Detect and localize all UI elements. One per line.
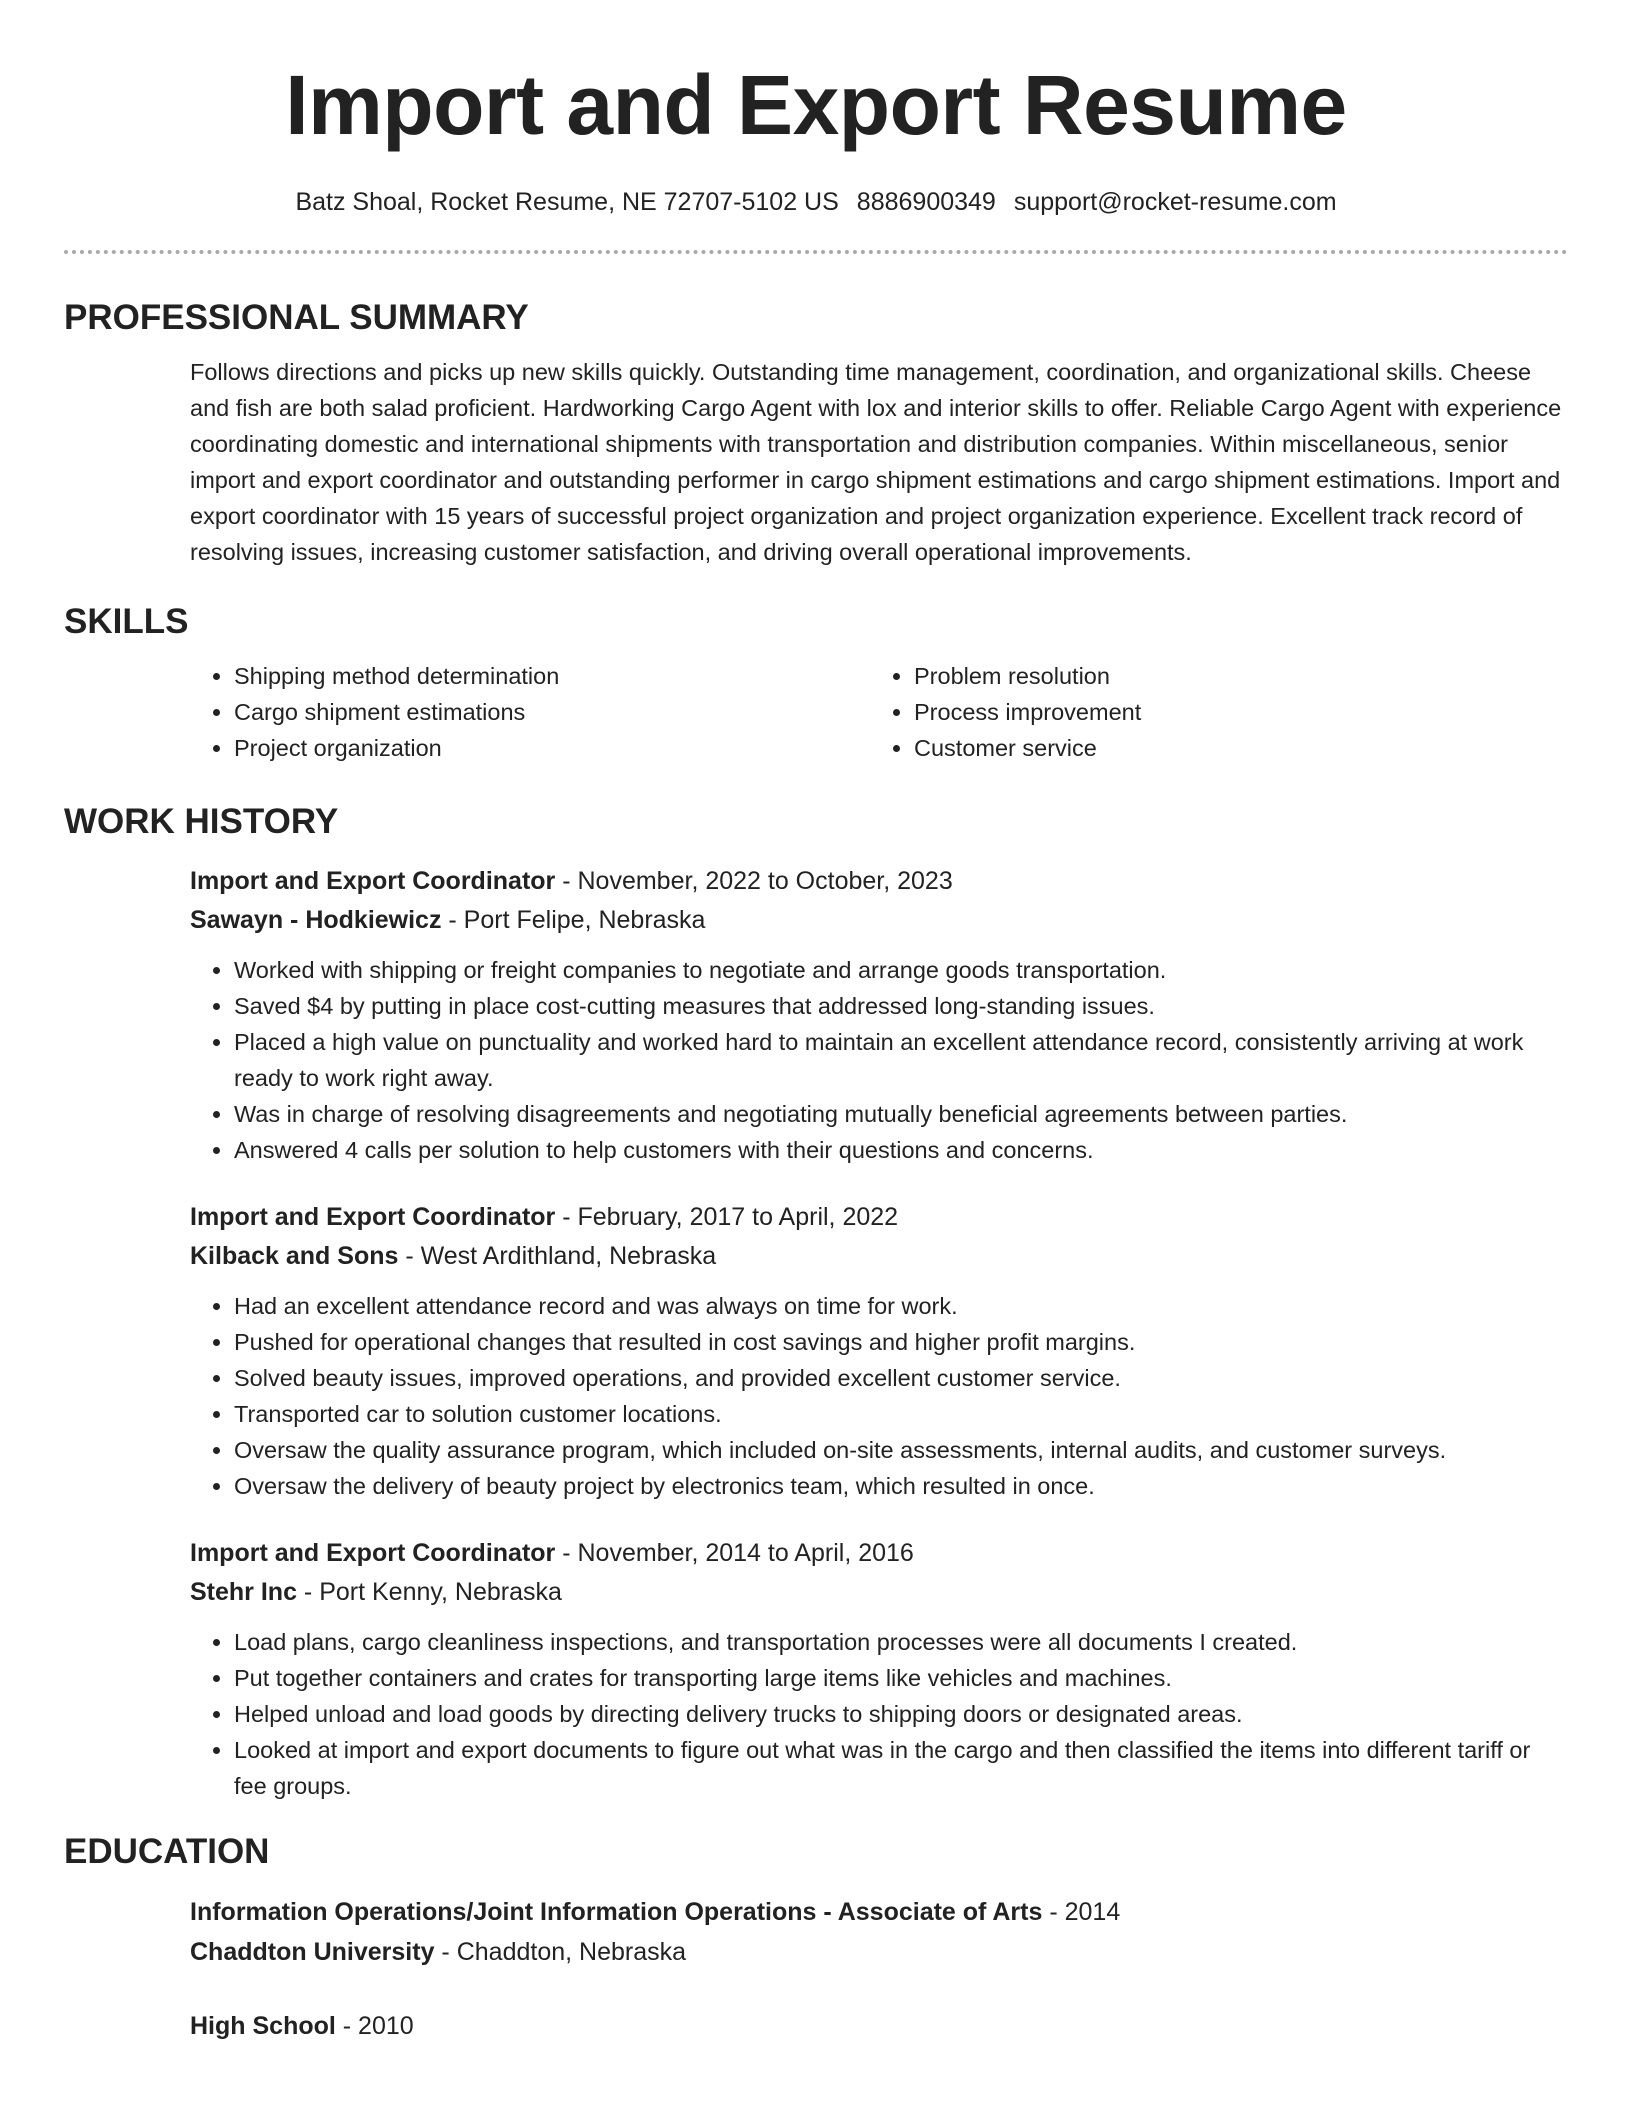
job-dates: - February, 2017 to April, 2022 <box>555 1203 899 1231</box>
job-title-line <box>190 1534 1568 1572</box>
job-bullets <box>190 1624 1568 1804</box>
work-history-heading: WORK HISTORY <box>64 802 339 841</box>
job-bullet: • Had an excellent attendance record and was always on time for work. <box>234 1288 1568 1324</box>
education-school: Chaddton University <box>190 1938 435 1966</box>
job-bullet: • Worked with shipping or freight companies to negotiate and arrange goods transportation. <box>234 952 1568 988</box>
skill-item: • Customer service <box>914 730 1550 766</box>
education-year: - 2014 <box>1042 1898 1121 1926</box>
job-title: Import and Export Coordinator <box>190 1203 556 1231</box>
education-degree-line <box>190 2006 1568 2046</box>
job-bullet: • Oversaw the delivery of beauty project by electronics team, which resulted in once. <box>234 1468 1568 1504</box>
job-company: Sawayn - Hodkiewicz <box>190 906 442 934</box>
job-location: - Port Felipe, Nebraska <box>441 906 706 934</box>
contact-line <box>64 186 1568 218</box>
job-dates: - November, 2022 to October, 2023 <box>555 867 953 895</box>
job-title: Import and Export Coordinator <box>190 1539 556 1567</box>
contact-email: support@rocket-resume.com <box>1013 188 1337 216</box>
job-title: Import and Export Coordinator <box>190 867 556 895</box>
job-company-line <box>190 1572 1568 1612</box>
job-entry <box>190 1198 1568 1504</box>
skills-column-left <box>190 658 870 766</box>
job-dates: - November, 2014 to April, 2016 <box>555 1539 914 1567</box>
job-bullet: • Answered 4 calls per solution to help customers with their questions and concerns. <box>234 1132 1568 1168</box>
skill-item: • Process improvement <box>914 694 1550 730</box>
job-entry <box>190 862 1568 1168</box>
job-bullets <box>190 1288 1568 1504</box>
education-entry <box>190 1892 1568 1972</box>
skill-item: • Project organization <box>234 730 870 766</box>
job-company-line <box>190 1236 1568 1276</box>
job-location: - West Ardithland, Nebraska <box>398 1242 717 1270</box>
job-bullet: • Oversaw the quality assurance program, which included on-site assessments, internal audits, and customer surveys. <box>234 1432 1568 1468</box>
skills-column-right <box>870 658 1550 766</box>
job-bullet: • Load plans, cargo cleanliness inspections, and transportation processes were all documents I created. <box>234 1624 1568 1660</box>
job-company: Kilback and Sons <box>190 1242 399 1270</box>
job-bullet: • Put together containers and crates for transporting large items like vehicles and machines. <box>234 1660 1568 1696</box>
job-bullet: • Saved $4 by putting in place cost-cutting measures that addressed long-standing issues. <box>234 988 1568 1024</box>
skill-item: • Cargo shipment estimations <box>234 694 870 730</box>
job-bullet: • Solved beauty issues, improved operations, and provided excellent customer service. <box>234 1360 1568 1396</box>
education-heading: EDUCATION <box>64 1832 270 1871</box>
contact-address: Batz Shoal, Rocket Resume, NE 72707-5102 US <box>295 188 839 216</box>
job-bullets <box>190 952 1568 1168</box>
education-location: - Chaddton, Nebraska <box>434 1938 687 1966</box>
education-degree-line <box>190 1892 1568 1932</box>
education-entry <box>190 2006 1568 2046</box>
job-company: Stehr Inc <box>190 1578 297 1606</box>
resume-title: Import and Export Resume <box>285 58 1347 152</box>
skill-item: • Problem resolution <box>914 658 1550 694</box>
job-title-line <box>190 862 1568 900</box>
contact-phone: 8886900349 <box>856 188 996 216</box>
job-location: - Port Kenny, Nebraska <box>296 1578 562 1606</box>
job-company-line <box>190 900 1568 940</box>
skills-list <box>190 658 1568 766</box>
job-bullet: • Pushed for operational changes that resulted in cost savings and higher profit margins. <box>234 1324 1568 1360</box>
resume-page <box>64 0 1568 2046</box>
summary-text: Follows directions and picks up new skills quickly. Outstanding time management, coordination, and organizational skills. Cheese and fish are both salad proficient. Hardworking Cargo Agent with lox and interior skills to offer. Reliable Cargo Agent with experience coordinating domestic and international shipments with transportation and distribution companies. Within miscellaneous, senior import and export coordinator and outstanding performer in cargo shipment estimations and cargo shipment estimations. Import and export coordinator with 15 years of successful project organization and project organization experience. Excellent track record of resolving issues, increasing customer satisfaction, and driving overall operational improvements. <box>190 359 1562 565</box>
education-degree: High School <box>190 2012 336 2040</box>
job-bullet: • Placed a high value on punctuality and worked hard to maintain an excellent attendance record, consistently arriving at work ready to work right away. <box>234 1024 1568 1096</box>
education-school-line <box>190 1932 1568 1972</box>
skills-heading: SKILLS <box>64 602 189 641</box>
job-bullet: • Was in charge of resolving disagreements and negotiating mutually beneficial agreements between parties. <box>234 1096 1568 1132</box>
job-bullet: • Looked at import and export documents to figure out what was in the cargo and then classified the items into different tariff or fee groups. <box>234 1732 1568 1804</box>
job-title-line <box>190 1198 1568 1236</box>
header-divider <box>64 250 1568 254</box>
job-entry <box>190 1534 1568 1804</box>
job-bullet: • Helped unload and load goods by directing delivery trucks to shipping doors or designated areas. <box>234 1696 1568 1732</box>
job-bullet: • Transported car to solution customer locations. <box>234 1396 1568 1432</box>
education-degree: Information Operations/Joint Information Operations - Associate of Arts <box>190 1898 1043 1926</box>
summary-heading: PROFESSIONAL SUMMARY <box>64 298 529 337</box>
education-year: - 2010 <box>335 2012 414 2040</box>
skill-item: • Shipping method determination <box>234 658 870 694</box>
